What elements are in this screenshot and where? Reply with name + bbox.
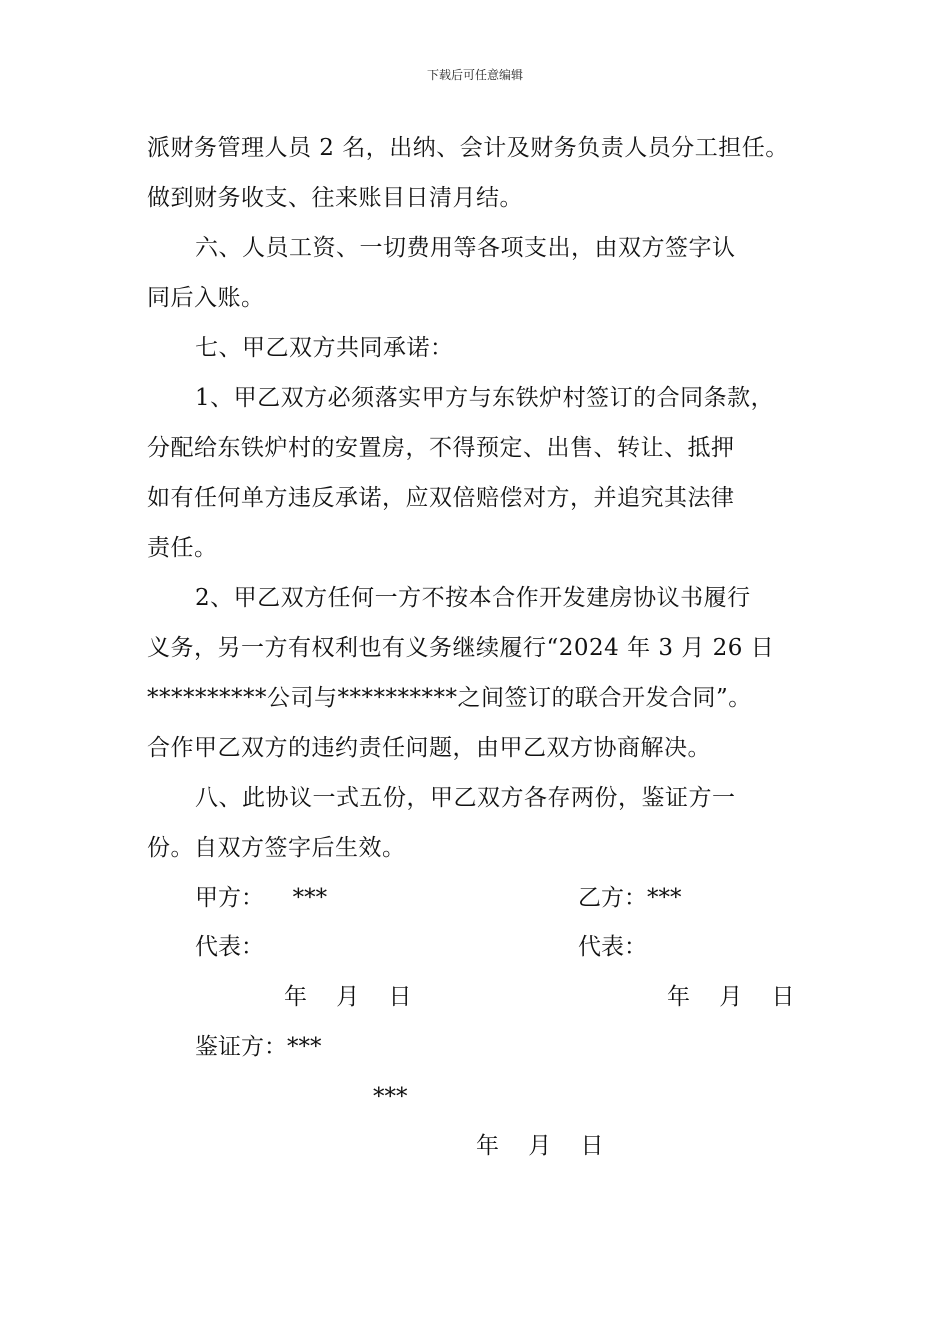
party-a-rep-label: 代表： <box>195 934 264 960</box>
body-line-8: 如有任何单方违反承诺，应双倍赔偿对方，并追究其法律 <box>147 485 735 511</box>
party-a-date: 年 月 日 <box>284 984 412 1010</box>
party-a-label: 甲方： <box>195 885 264 911</box>
party-b-date: 年 月 日 <box>667 984 795 1010</box>
party-b-block <box>578 883 682 913</box>
body-line-9: 责任。 <box>147 535 218 561</box>
witness-block <box>195 1032 322 1062</box>
body-line-10: 2、甲乙双方任何一方不按本合作开发建房协议书履行 <box>195 585 751 611</box>
party-a-block <box>195 883 327 913</box>
witness-date: 年 月 日 <box>476 1133 604 1159</box>
party-b-rep-label: 代表： <box>578 934 647 960</box>
body-line-15: 份。自双方签字后生效。 <box>147 835 406 861</box>
header-note: 下载后可任意编辑 <box>426 68 523 82</box>
body-line-2: 做到财务收支、往来账目日清月结。 <box>147 185 523 211</box>
body-line-3: 六、人员工资、一切费用等各项支出，由双方签字认 <box>195 235 736 261</box>
witness-sub-name: *** <box>373 1084 408 1110</box>
party-b-label: 乙方： <box>578 885 647 911</box>
body-line-11: 义务，另一方有权利也有义务继续履行“2024 年 3 月 26 日 <box>147 635 775 661</box>
witness-name: *** <box>287 1034 322 1060</box>
body-line-7: 分配给东铁炉村的安置房，不得预定、出售、转让、抵押 <box>147 435 735 461</box>
body-line-6: 1、甲乙双方必须落实甲方与东铁炉村签订的合同条款， <box>195 385 775 411</box>
witness-label: 鉴证方： <box>195 1034 287 1060</box>
body-line-13: 合作甲乙双方的违约责任问题，由甲乙双方协商解决。 <box>147 735 711 761</box>
body-line-4: 同后入账。 <box>147 285 265 311</box>
party-a-name: *** <box>292 885 328 911</box>
party-b-name: *** <box>647 885 682 911</box>
body-line-14: 八、此协议一式五份，甲乙双方各存两份，鉴证方一 <box>195 785 736 811</box>
body-line-5: 七、甲乙双方共同承诺： <box>195 335 454 361</box>
body-line-12: **********公司与**********之间签订的联合开发合同”。 <box>147 685 752 711</box>
body-line-1: 派财务管理人员 2 名，出纳、会计及财务负责人员分工担任。 <box>147 135 789 161</box>
